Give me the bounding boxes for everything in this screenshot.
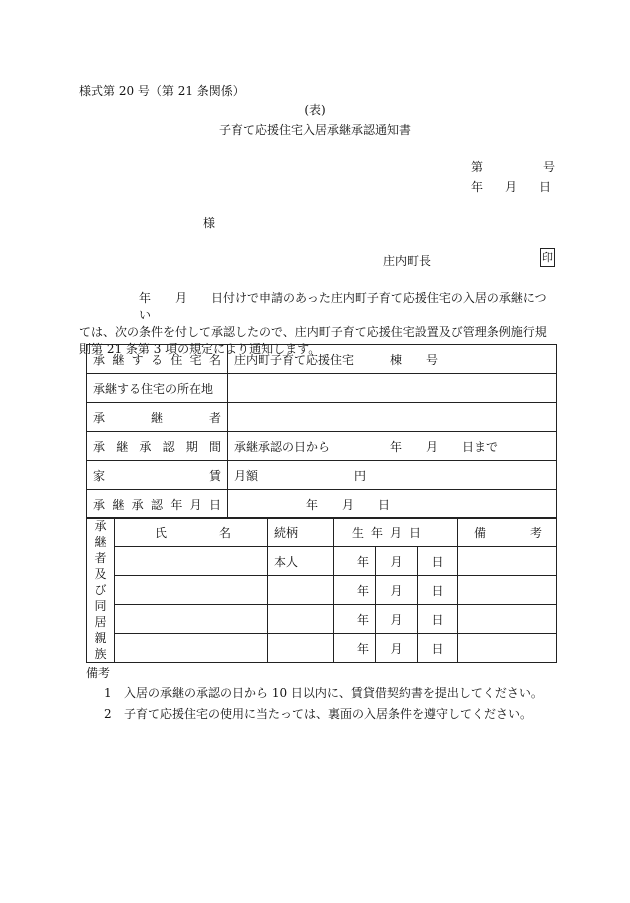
name-cell — [115, 605, 268, 634]
row-value: 庄内町子育て応援住宅 棟 号 — [228, 345, 557, 374]
document-title: 子育て応援住宅入居承継承認通知書 — [218, 123, 411, 137]
row-label — [87, 432, 228, 461]
label-approval-date: 承 継 承 認 年 月 日 — [93, 497, 221, 512]
addressee-honorific: 様 — [203, 216, 216, 230]
relation-cell — [268, 576, 334, 605]
name-cell — [115, 576, 268, 605]
row-label: 承継する住宅の所在地 — [87, 374, 228, 403]
row-value: 年 月 日 — [228, 490, 557, 519]
note-item — [104, 684, 543, 701]
label-rent: 家 賃 — [93, 468, 221, 483]
note-number: 2 — [104, 707, 112, 721]
note-item — [104, 705, 532, 722]
family-table — [86, 517, 557, 663]
front-side-label: (表) — [304, 103, 326, 117]
row-label — [87, 403, 228, 432]
date-year: 年 — [471, 180, 484, 194]
table-row — [87, 345, 557, 374]
row-value: 月額 円 — [228, 461, 557, 490]
birth-year: 年 — [334, 634, 376, 663]
seal-mark: 印 — [540, 248, 555, 267]
doc-number-prefix: 第 — [471, 160, 484, 174]
birth-year: 年 — [334, 605, 376, 634]
birth-year: 年 — [334, 576, 376, 605]
table-row — [87, 547, 557, 576]
table-row — [87, 576, 557, 605]
row-value: 承継承認の日から 年 月 日まで — [228, 432, 557, 461]
notes-heading: 備考 — [86, 666, 111, 680]
row-label — [87, 490, 228, 519]
name-cell — [115, 547, 268, 576]
remarks-cell — [458, 547, 557, 576]
birth-day: 日 — [418, 576, 458, 605]
note-text: 入居の承継の承認の日から 10 日以内に、賃貸借契約書を提出してください。 — [124, 686, 543, 700]
label-housing-name: 承 継 す る 住 宅 名 — [93, 352, 221, 367]
table-row — [87, 403, 557, 432]
remarks-cell — [458, 605, 557, 634]
table-row — [87, 374, 557, 403]
row-value — [228, 374, 557, 403]
remarks-cell — [458, 576, 557, 605]
relation-cell: 本人 — [268, 547, 334, 576]
issue-date — [471, 178, 551, 195]
birth-month: 月 — [376, 576, 418, 605]
birth-day: 日 — [418, 605, 458, 634]
table-row — [87, 461, 557, 490]
table-row — [87, 605, 557, 634]
date-day: 日 — [538, 180, 551, 194]
birth-year: 年 — [334, 547, 376, 576]
date-month: 月 — [504, 180, 517, 194]
row-label — [87, 345, 228, 374]
header-birthdate: 生 年 月 日 — [334, 518, 458, 547]
table-row — [87, 490, 557, 519]
doc-number-suffix: 号 — [543, 160, 556, 174]
notice-body-rest: ては、次の条件を付して承認したので、庄内町子育て応援住宅設置及び管理条例施行規則第 21 条第 3 項の規定により通知します。 — [79, 325, 547, 356]
table-row — [87, 634, 557, 663]
birth-month: 月 — [376, 547, 418, 576]
birth-month: 月 — [376, 634, 418, 663]
header-name: 氏 名 — [115, 518, 268, 547]
note-text: 子育て応援住宅の使用に当たっては、裏面の入居条件を遵守してください。 — [124, 707, 533, 721]
label-approval-period: 承 継 承 認 期 間 — [93, 439, 221, 454]
row-value — [228, 403, 557, 432]
form-number: 様式第 20 号（第 21 条関係） — [79, 84, 245, 98]
table-row — [87, 432, 557, 461]
vertical-label: 承 継 者 及 び 同 居 親 族 — [87, 518, 115, 663]
birth-month: 月 — [376, 605, 418, 634]
remarks-cell — [458, 634, 557, 663]
relation-cell — [268, 634, 334, 663]
birth-day: 日 — [418, 547, 458, 576]
header-relation: 続柄 — [268, 518, 334, 547]
header-remarks: 備 考 — [458, 518, 557, 547]
relation-cell — [268, 605, 334, 634]
notice-body-line1: 年 月 日付けで申請のあった庄内町子育て応援住宅の入居の承継につい — [139, 291, 547, 322]
row-label — [87, 461, 228, 490]
name-cell — [115, 634, 268, 663]
succession-info-table — [86, 344, 557, 519]
label-successor: 承 継 者 — [93, 410, 221, 425]
birth-day: 日 — [418, 634, 458, 663]
issuer-mayor: 庄内町長 — [383, 254, 432, 268]
note-number: 1 — [104, 686, 112, 700]
table-header-row — [87, 518, 557, 547]
